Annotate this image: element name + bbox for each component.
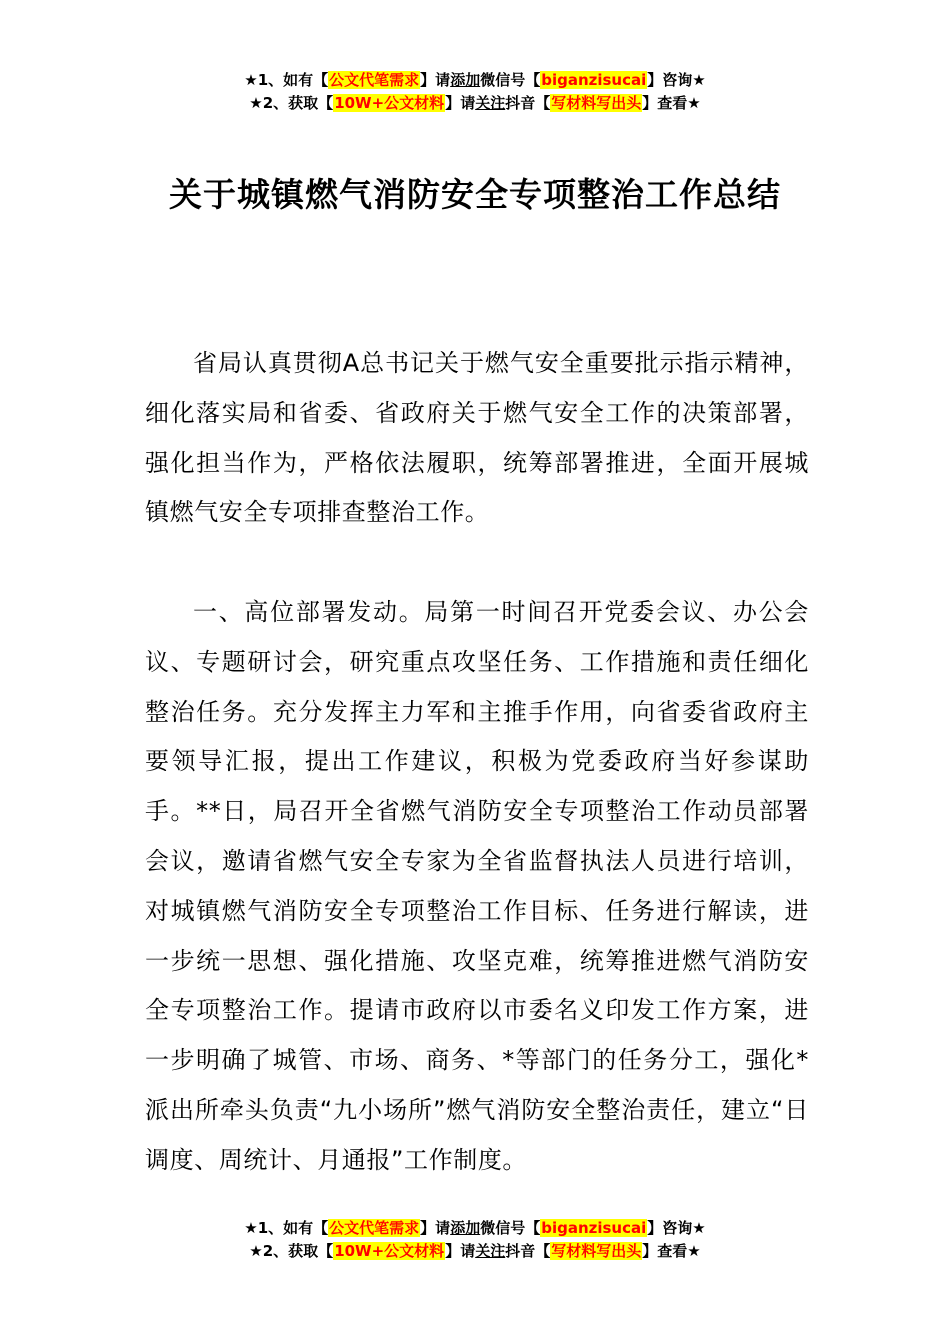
promo-text: 】请 [445, 94, 476, 112]
promo-highlight: 10W+公文材料 [334, 94, 445, 112]
promo-text: 】查看★ [642, 1242, 701, 1260]
promo-text: ★2、获取【 [249, 1242, 334, 1260]
promo-line-1 [0, 69, 950, 92]
promo-text: 】咨询★ [647, 1219, 706, 1237]
promo-line-1 [0, 1217, 950, 1240]
promo-highlight: 公文代笔需求 [329, 71, 420, 89]
promo-text: 】请 [420, 1219, 451, 1237]
promo-highlight: 公文代笔需求 [329, 1219, 420, 1237]
promo-text: 】请 [420, 71, 451, 89]
promo-line-2 [0, 1240, 950, 1263]
promo-text: 】查看★ [642, 94, 701, 112]
promo-text: 】请 [445, 1242, 476, 1260]
promo-text: 微信号【 [480, 71, 541, 89]
promo-underlined-text: 关注 [475, 94, 506, 112]
promo-douyin-account: 写材料写出头 [551, 1242, 642, 1260]
promo-text: 】咨询★ [647, 71, 706, 89]
promo-underlined-text: 关注 [475, 1242, 506, 1260]
promo-text: 抖音【 [505, 94, 551, 112]
header-promo-banner [0, 69, 950, 115]
promo-line-2 [0, 92, 950, 115]
promo-underlined-text: 添加 [450, 71, 481, 89]
paragraph-intro: 省局认真贯彻A总书记关于燃气安全重要批示指示精神，细化落实局和省委、省政府关于燃气安全工作的决策部署，强化担当作为，严格依法履职，统筹部署推进，全面开展城镇燃气安全专项排查整治工作。 [145, 349, 809, 527]
promo-text: ★1、如有【 [244, 71, 329, 89]
footer-promo-banner [0, 1217, 950, 1263]
promo-text: 抖音【 [505, 1242, 551, 1260]
promo-text: ★2、获取【 [249, 94, 334, 112]
paragraph-section-1: 一、高位部署发动。局第一时间召开党委会议、办公会议、专题研讨会，研究重点攻坚任务、工作措施和责任细化整治任务。充分发挥主力军和主推手作用，向省委省政府主要领导汇报，提出工作建议，积极为党委政府当好参谋助手。**日，局召开全省燃气消防安全专项整治工作动员部署会议，邀请省燃气安全专家为全省监督执法人员进行培训，对城镇燃气消防安全专项整治工作目标、任务进行解读，进一步统一思想、强化措施、攻坚克难，统筹推进燃气消防安全专项整治工作。提请市政府以市委名义印发工作方案，进一步明确了城管、市场、商务、*等部门的任务分工，强化*派出所牵头负责“九小场所”燃气消防安全整治责任，建立“日调度、周统计、月通报”工作制度。 [145, 598, 809, 1174]
promo-text: ★1、如有【 [244, 1219, 329, 1237]
promo-wechat-id: biganzisucai [541, 71, 647, 89]
promo-highlight: 10W+公文材料 [334, 1242, 445, 1260]
promo-wechat-id: biganzisucai [541, 1219, 647, 1237]
promo-text: 微信号【 [480, 1219, 541, 1237]
promo-underlined-text: 添加 [450, 1219, 481, 1237]
document-title: 关于城镇燃气消防安全专项整治工作总结 [169, 175, 781, 215]
promo-douyin-account: 写材料写出头 [551, 94, 642, 112]
